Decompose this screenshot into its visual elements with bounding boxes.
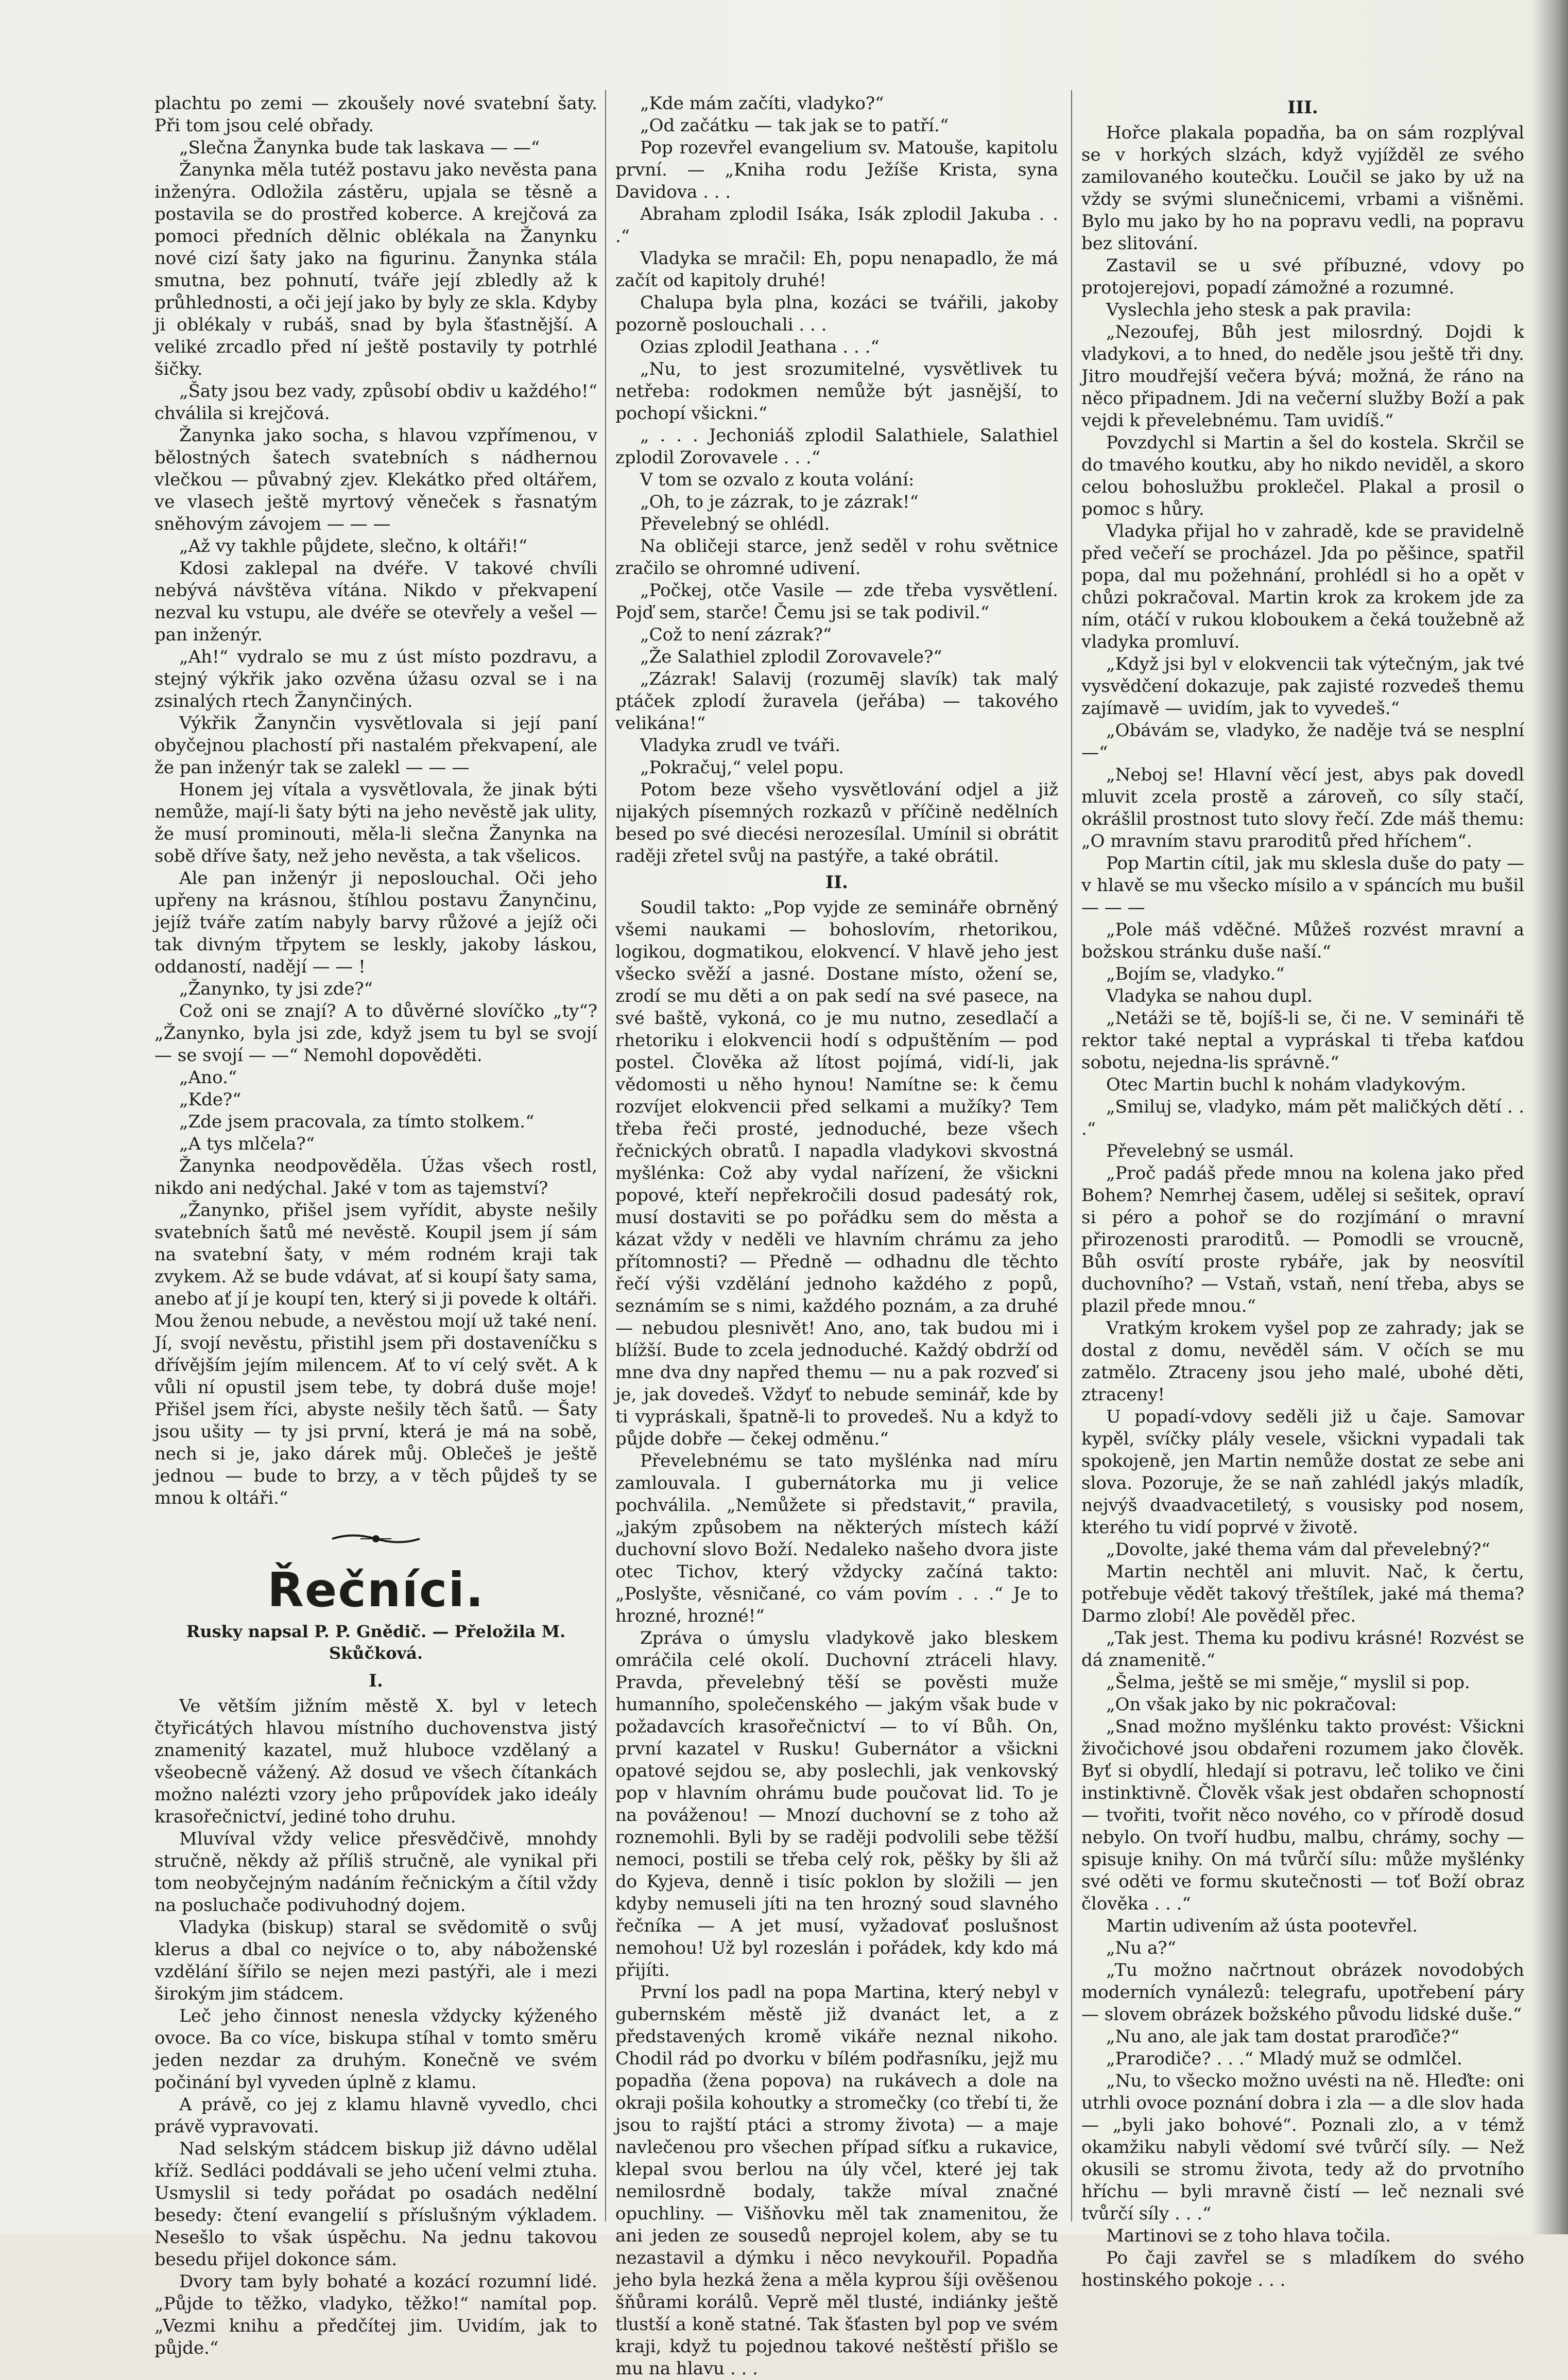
paragraph: „Ano.“: [179, 1067, 237, 1088]
paragraph: „On však jako by nic pokračoval:: [1106, 1694, 1397, 1715]
column-divider: [1071, 90, 1072, 2221]
story-ending: [154, 93, 597, 1509]
paragraph: Vladyka zrudl ve tváři.: [640, 735, 841, 756]
paragraph: „Nu ano, ale jak tam dostat praroďiče?“: [1106, 2026, 1460, 2047]
paragraph: Martin udivením až ústa pootevřel.: [1106, 1916, 1418, 1936]
paragraph: Pop Martin cítil, jak mu sklesla duše do paty — v hlavě se mu všecko mísilo a v spáncích mu bušil — — —: [1081, 853, 1524, 918]
paragraph: „Pokračuj,“ velel popu.: [640, 757, 844, 778]
paragraph: „Žanynko, přišel jsem vyřídit, abyste nešily svatebních šatů mé nevěstě. Koupil jsem jí sám na svatební šaty, v mém rodném kraji tak zvykem. Až se bude vdávat, ať si koupí šaty sama, anebo ať jí je koupí ten, který si ji povede k oltáři. Mou ženou nebude, a nevěstou mojí už také není. Jí, svojí nevěstu, přistihl jsem při dostaveníčku s dřívějším jejím milencem. Ať to ví celý svět. A k vůli ní opustil jsem tebe, ty dobrá duše moje! Přišel jsem říci, abyste nešily těch šatů. — Šaty jsou ušity — ty jsi první, která je má na sobě, nech si je, jako dárek můj. Oblečeš je ještě jednou — bude to brzy, a v těch půjdeš ty se mnou k oltáři.“: [154, 1200, 597, 1508]
paragraph: „Zde jsem pracovala, za tímto stolkem.“: [179, 1111, 535, 1132]
paragraph: „Pole máš vděčné. Můžeš rozvést mravní a božskou stránku duše naší.“: [1081, 919, 1524, 962]
paragraph: Dvory tam byly bohaté a kozácí rozumní lidé. „Půjde to těžko, vladyko, těžko!“ namítal pop. „Vezmi knihu a předčítej jim. Uvidím, jak to půjde.“: [154, 2271, 597, 2358]
paragraph: „Až vy takhle půjdete, slečno, k oltáři!“: [179, 536, 528, 557]
paragraph: „Neboj se! Hlavní věcí jest, abys pak dovedl mluvit zcela prostě a zároveň, co síly stačí, okrášlil prostnost tuto slovy řečí. Zde máš themu: „O mravním stavu praroditů před hříchem“.: [1081, 765, 1524, 852]
paragraph: „Netáži se tě, bojíš-li se, či ne. V semináři tě rektor také neptal a vypráskal ti třeba kaťdou sobotu, nejedna-lis správně.“: [1081, 1008, 1524, 1073]
paragraph: Výkřik Žanynčin vysvětlovala si její paní obyčejnou plachostí při nastalém překvapení, ale že pan inženýr tak se zalekl — — —: [154, 713, 597, 778]
paragraph: „Obávám se, vladyko, že naděje tvá se nesplní —“: [1081, 720, 1524, 763]
paragraph: „Když jsi byl v elokvencii tak výtečným, jak tvé vysvědčení dokazuje, pak zajisté rozvedeš themu zajímavě — uvidím, jak to vyvedeš.“: [1081, 654, 1524, 719]
paragraph: Martinovi se z toho hlava točila.: [1106, 2226, 1391, 2246]
paragraph: Nad selským stádcem biskup již dávno udělal kříž. Sedláci poddávali se jeho učení velmi ztuha. Usmyslil si tedy pořádat po osadách nedělní besedy: čtení evangelií s příslušným výkladem. Nesešlo to však úspěchu. Na jednu takovou besedu přijel dokonce sám.: [154, 2139, 597, 2270]
paragraph: U popadí-vdovy seděli již u čaje. Samovar kypěl, svíčky plály vesele, všickni vypadali tak spokojeně, jen Martin nemůže dostat ze sebe ani slova. Pozoruje, že se naň zahlédl jakýs mladík, nejvýš dvaadvacetiletý, s vousisky pod nosem, kterého tu vidí poprvé v životě.: [1081, 1406, 1524, 1538]
paragraph: Leč jeho činnost nenesla vždycky kýženého ovoce. Ba co více, biskupa stíhal v tomto směru jeden nezdar za druhým. Konečně ve svém počinání byl vyveden úplně z klamu.: [154, 2006, 597, 2093]
paragraph: Ozias zplodil Jeathana . . .“: [640, 337, 880, 357]
article-body-part1-cont: [615, 93, 1058, 867]
paragraph: plachtu po zemi — zkoušely nové svatební šaty. Při tom jsou celé obřady.: [154, 93, 597, 136]
paragraph: „Počkej, otče Vasile — zde třeba vysvětlení. Pojď sem, starče! Čemu jsi se tak podivil.“: [615, 580, 1058, 623]
paragraph: „Ah!“ vydralo se mu z úst místo pozdravu, a stejný výkřik jako ozvěna úžasu ozval se i na zsinalých rtech Žanynčiných.: [154, 647, 597, 711]
paragraph: Martin nechtěl ani mluvit. Nač, k čertu, potřebuje vědět takový třeštílek, jaké má thema? Darmo zlobí! Ale pověděl přec.: [1081, 1561, 1524, 1626]
paragraph: Ale pan inženýr ji neposlouchal. Oči jeho upřeny na krásnou, štíhlou postavu Žanynčinu, jejíž tváře zatím nabyly barvy růžové a jejíž oči tak divným třpytem se leskly, jakoby láskou, oddaností, nadějí — — !: [154, 868, 597, 977]
paragraph: Vladyka (biskup) staral se svědomitě o svůj klerus a dbal co nejvíce o to, aby náboženské vzdělání šířilo se nejen mezi pastýři, ale i mezi širokým jim stádcem.: [154, 1917, 597, 2004]
paragraph: „Prarodiče? . . .“ Mladý muž se odmlčel.: [1106, 2048, 1462, 2069]
paragraph: „Bojím se, vladyko.“: [1106, 964, 1285, 984]
paragraph: Otec Martin buchl k nohám vladykovým.: [1106, 1074, 1467, 1095]
column-divider: [605, 90, 606, 2221]
paragraph: Vladyka přijal ho v zahradě, kde se pravidelně před večeří se procházel. Jda po pěšince, spatřil popa, dal mu požehnání, prohlédl si ho a opět v chůzi pokračoval. Martin krok za krokem jde za ním, otáčí v rukou kloboukem a čeká toužebně až vladyka promluví.: [1081, 521, 1524, 652]
paragraph: Zastavil se u své příbuzné, vdovy po protojerejovi, popadí zámožné a rozumné.: [1081, 255, 1524, 298]
paragraph: „Což to není zázrak?“: [640, 624, 832, 645]
paragraph: Pop rozevřel evangelium sv. Matouše, kapitolu první. — „Kniha rodu Ježíše Krista, syna Davidova . . .: [615, 137, 1058, 202]
paragraph: „Nezoufej, Bůh jest milosrdný. Dojdi k vladykovi, a to hned, do neděle jsou ještě tři dny. Jitro moudřejší večera bývá; možná, že ráno na něco připadnem. Jdi na večerní služby Boží a pak vejdi k převelebnému. Tam uvidíš.“: [1081, 322, 1524, 431]
paragraph: První los padl na popa Martina, který nebyl v gubernském městě již dvanáct let, a z představených kromě vikáře neznal nikoho. Chodil rád po dvorku v bílém podřasníku, jejž mu popadňa (žena popova) na rukávech a dole na okraji pošila kohoutky a stromečky (co třebí ti, že jsou to rajští ptáci a stromy života) — a maje navlečenou pro všechen případ síťku a rukavice, klepal svou berlou na úly včel, které jej tak nemilosrdně bodaly, takže míval značné opuchliny. — Višňovku měl tak znamenitou, že ani jeden ze sousedů neprojel kolem, aby se tu nezastavil a dýmku i něco nevykouřil. Popadňa jeho byla hezká žena a měla kyprou šíji ověšenou šňůrami korálů. Veprě měl tlusté, indiánky ještě tlustší a koně statné. Tak šťasten byl pop ve svém kraji, když tu pojednou takové neštěstí přišlo se mu na hlavu . . .: [615, 1982, 1058, 2379]
paragraph: Což oni se znají? A to důvěrné slovíčko „ty“? „Žanynko, byla jsi zde, když jsem tu byl se svojí — se svojí — —“ Nemohl dopověděti.: [154, 1001, 597, 1066]
section-number: II.: [825, 872, 848, 893]
paragraph: Chalupa byla plna, kozáci se tvářili, jakoby pozorně poslouchali . . .: [615, 292, 1058, 335]
article-body-part2: [615, 897, 1058, 2380]
section-number: III.: [1287, 97, 1318, 118]
paragraph: Žanynka měla tutéž postavu jako nevěsta pana inženýra. Odložila zástěru, upjala se těsně a postavila se do prostřed koberce. A krejčová za pomoci předních dělnic oblékala na Žanynku nové cizí šaty jako na figurinu. Žanynka stála smutna, bez pohnutí, tváře její zbledly až k průhlednosti, a oči její jako by byly ze skla. Kdyby ji oblékaly v rubáš, snad by byla šťastnější. A veliké zrcadlo před ní ještě postavily ty potrhlé šičky.: [154, 160, 597, 379]
paragraph: „Kde mám začíti, vladyko?“: [640, 93, 884, 114]
paragraph: „Tu možno načrtnout obrázek novodobých moderních vynálezů: telegrafu, upotřebení páry — slovem obrázek božského původu lidské duše.“: [1081, 1960, 1524, 2025]
column-right: [1081, 93, 1524, 2290]
paragraph: Povzdychl si Martin a šel do kostela. Skrčil se do tmavého koutku, aby ho nikdo neviděl, a skoro celou bohoslužbu proklečel. Plakal a prosil o pomoc s hůry.: [1081, 432, 1524, 519]
paragraph: „Proč padáš přede mnou na kolena jako před Bohem? Nemrhej časem, udělej si sešitek, opraví si péro a pohoř se do rozjímání o mravní přirozenosti praroditů. — Pomodli se vroucně, Bůh osvítí proste rybáře, jak by neosvítil duchovního? — Vstaň, vstaň, není třeba, abys se plazil přede mnou.“: [1081, 1163, 1524, 1316]
article-byline: Rusky napsal P. P. Gnědič. — Přeložila M. Skůčková.: [186, 1622, 566, 1663]
paragraph: Převelebný se usmál.: [1106, 1141, 1295, 1161]
paragraph: „Šelma, ještě se mi směje,“ myslil si pop.: [1106, 1672, 1470, 1693]
paragraph: „Od začátku — tak jak se to patří.“: [640, 115, 949, 136]
paragraph: Vratkým krokem vyšel pop ze zahrady; jak se dostal z domu, nevěděl sám. V očích se mu zatmělo. Ztraceny jsou jeho malé, ubohé děti, ztraceny!: [1081, 1318, 1524, 1405]
paragraph: „Oh, to je zázrak, to je zázrak!“: [640, 492, 919, 512]
article-title: Řečníci.: [267, 1562, 485, 1618]
paragraph: „Nu, to všecko možno uvésti na ně. Hleďte: oni utrhli ovoce poznání dobra i zla — a dle slov hada — „byli jako bohové“. Poznali zlo, a v témž okamžiku nabyli vědomí své tvůrčí síly. — Než okusili se stromu života, tedy až do prvotního hříchu — byli mravně čistí — leč neznali své tvůrčí síly . . .“: [1081, 2071, 1524, 2224]
paragraph: „Tak jest. Thema ku podivu krásné! Rozvést se dá znamenitě.“: [1081, 1628, 1524, 1671]
section-number: I.: [369, 1671, 383, 1691]
paragraph: „Nu a?“: [1106, 1938, 1176, 1958]
paragraph: „Snad možno myšlénku takto provést: Všickni živočichové jsou obdařeni rozumem jako člověk. Byť si obydlí, hledají si potravu, leč toliko ve čini instinktivně. Člověk však jest obdařen schopností — tvořiti, tvořit něco nového, co v přírodě dosud nebylo. On tvoří hudbu, malbu, chrámy, sochy — spisuje knihy. On má tvůrčí sílu: může myšlénky své oděti ve formu skutečnosti — toť Boží obraz člověka . . .“: [1081, 1716, 1524, 1914]
paragraph: „Šaty jsou bez vady, způsobí obdiv u každého!“ chválila si krejčová.: [154, 381, 597, 424]
paragraph: A právě, co jej z klamu hlavně vyvedlo, chci právě vypravovati.: [154, 2094, 597, 2137]
paragraph: Potom beze všeho vysvětlování odjel a již nijakých písemných rozkazů v příčině nedělních besed po své diecési nerozesílal. Umínil si obrátit raději zřetel svůj na pastýře, a také obrátil.: [615, 779, 1058, 866]
paragraph: „Nu, to jest srozumitelné, vysvětlivek tu netřeba: rodokmen nemůže být jasnější, to pochopí všickni.“: [615, 359, 1058, 424]
paragraph: „Slečna Žanynka bude tak laskava — —“: [179, 137, 540, 158]
paragraph: Ve větším jižním městě X. byl v letech čtyřicátých hlavou místního duchovenstva jistý znamenitý kazatel, muž hluboce vzdělaný a všeobecně vážený. Až dosud ve všech čítankách možno nalézti vzory jeho průpovídek jako ideály krasořečnictví, jediné toho druhu.: [154, 1696, 597, 1827]
paragraph: Vladyka se mračil: Eh, popu nenapadlo, že má začít od kapitoly druhé!: [615, 248, 1058, 291]
paragraph: Po čaji zavřel se s mladíkem do svého hostinského pokoje . . .: [1081, 2248, 1524, 2290]
ornament-divider: [154, 1530, 597, 1551]
paragraph: „Dovolte, jaké thema vám dal převelebný?“: [1106, 1539, 1490, 1560]
paragraph: Honem jej vítala a vysvětlovala, že jinak býti nemůže, mají-li šaty býti na jeho nevěstě jak ulity, že musí prominouti, měla-li slečna Žanynka na sobě dříve šaty, než jeho nevěsta, a tak všelicos.: [154, 779, 597, 866]
paragraph: „Zázrak! Salavij (rozumēj slavík) tak malý ptáček zplodí žuravela (jeřába) — takového velikána!“: [615, 669, 1058, 734]
column-left: [154, 93, 597, 2358]
article-body-part3: [1081, 122, 1524, 2291]
paragraph: Hořce plakala popadňa, ba on sám rozplýval se v horkých slzách, když vyjížděl ze svého zamilovaného koutečku. Loučil se jako by už na vždy se svými slunečnicemi, vrbami a višněmi. Bylo mu jako by ho na popravu vedli, na popravu bez slitování.: [1081, 123, 1524, 254]
paragraph: Převelebnému se tato myšlénka nad míru zamlouvala. I gubernátorka mu ji velice pochválila. „Nemůžete si představit,“ pravila, „jakým způsobem na některých místech káží duchovní slovo Boží. Nedaleko našeho dvora jiste otec Tichov, který vždycky začíná takto: „Poslyšte, věsničané, co vám povím . . .“ Je to hrozné, hrozné!“: [615, 1451, 1058, 1626]
paragraph: „Smiluj se, vladyko, mám pět maličkých dětí . . .“: [1081, 1097, 1524, 1139]
column-middle: [615, 93, 1058, 2379]
article-body-part1: [154, 1695, 597, 2359]
paragraph: Žanynka neodpověděla. Úžas všech rostl, nikdo ani nedýchal. Jaké v tom as tajemství?: [154, 1156, 597, 1198]
paragraph: „A tys mlčela?“: [179, 1134, 315, 1154]
paragraph: Soudil takto: „Pop vyjde ze semináře obrněný všemi naukami — bohoslovím, rhetorikou, logikou, dogmatikou, elokvencí. V hlavě jeho jest všecko svěží a jasné. Dostane místo, ožení se, zrodí se mu děti a on pak sedí na své pasece, na své baště, vykoná, co je mu nutno, zesedlačí a rhetoriku i elokvencii hodí s odpuštěním — pod postel. Člověka až lítost pojímá, vidí-li, jak vědomosti u něho hynou! Namítne se: k čemu rozvíjet elokvencii před selkami a mužíky? Tem třeba řeči prosté, jednoduché, beze všech řečnických obratů. I napadla vladykovi skvostná myšlénka: Což aby vydal nařízení, že všickni popové, kteří nepřekročili dosud padesátý rok, musí dostaviti se po pořádku sem do města a kázat vždy v neděli ve hlavním chrámu za jeho přítomnosti? — Předně — odhadnu dle těchto řečí výši vzdělání jednoho každého z popů, seznámím se s nimi, každého poznám, a za druhé — nebudou plesnivět! Ano, ano, tak budou mi i blížší. Bude to zcela jednoduché. Každý obdrží od mne dva dny napřed themu — nu a pak rozveď si je, jak dovedeš. Vždyť to nebude seminář, kde by ti vypráskali, špatně-li to provedeš. Nu a když to půjde dobře — čekej odměnu.“: [615, 897, 1058, 1449]
paragraph: Zpráva o úmyslu vladykově jako bleskem omráčila celé okolí. Duchovní ztráceli hlavy. Pravda, převelebný těší se pověsti muže humanního, společenského — jakým však bude v požadavcích krasořečnictví — to ví Bůh. On, první kazatel v Rusku! Gubernátor a všickni opatové sejdou se, aby poslechli, jak venkovský pop v hlavním ohrámu bude poučovat lid. To je na pováženou! — Mnozí duchovní se z toho až roznemohli. Byli by se raději podvolili sebe těžší nemoci, postili se třeba celý rok, pěšky by šli až do Kyjeva, denně i tisíc poklon by složili — jen kdyby nemuseli jíti na ten hrozný soud slavného řečníka — A jet musí, vyžadovať poslušnost nemohou! Už byl rozeslán i pořádek, kdy kdo má přijíti.: [615, 1628, 1058, 1981]
paragraph: „Že Salathiel zplodil Zorovavele?“: [640, 647, 942, 667]
paragraph: V tom se ozvalo z kouta volání:: [640, 470, 915, 490]
paragraph: Vladyka se nahou dupl.: [1106, 986, 1313, 1006]
paragraph: Mluvíval vždy velice přesvědčivě, mnohdy stručně, někdy až příliš stručně, ale vynikal při tom neobyčejným nadáním řečnickým a čítil vždy na posluchače podivuhodný dojem.: [154, 1829, 597, 1916]
paragraph: „Kde?“: [179, 1089, 242, 1110]
page-edge-shadow: [1532, 0, 1568, 2234]
paragraph: Na obličeji starce, jenž seděl v rohu světnice zračilo se ohromné udivení.: [615, 536, 1058, 579]
paragraph: „Žanynko, ty jsi zde?“: [179, 979, 373, 999]
paragraph: Kdosi zaklepal na dvéře. V takové chvíli nebývá návštěva vítána. Nikdo v překvapení nezval ku vstupu, ale dvéře se otevřely a vešel — pan inženýr.: [154, 558, 597, 645]
paragraph: Vyslechla jeho stesk a pak pravila:: [1106, 300, 1412, 320]
paragraph: „ . . . Jechoniáš zplodil Salathiele, Salathiel zplodil Zorovavele . . .“: [615, 425, 1058, 468]
paragraph: Abraham zplodil Isáka, Isák zplodil Jakuba . . .“: [615, 204, 1058, 247]
paragraph: Žanynka jako socha, s hlavou vzpřímenou, v bělostných šatech svatebních s nádhernou vlečkou — půvabný zjev. Klekátko před oltářem, ve vlasech ještě myrtový věneček s řasnatým sněhovým závojem — — —: [154, 425, 597, 534]
paragraph: Převelebný se ohlédl.: [640, 514, 830, 534]
